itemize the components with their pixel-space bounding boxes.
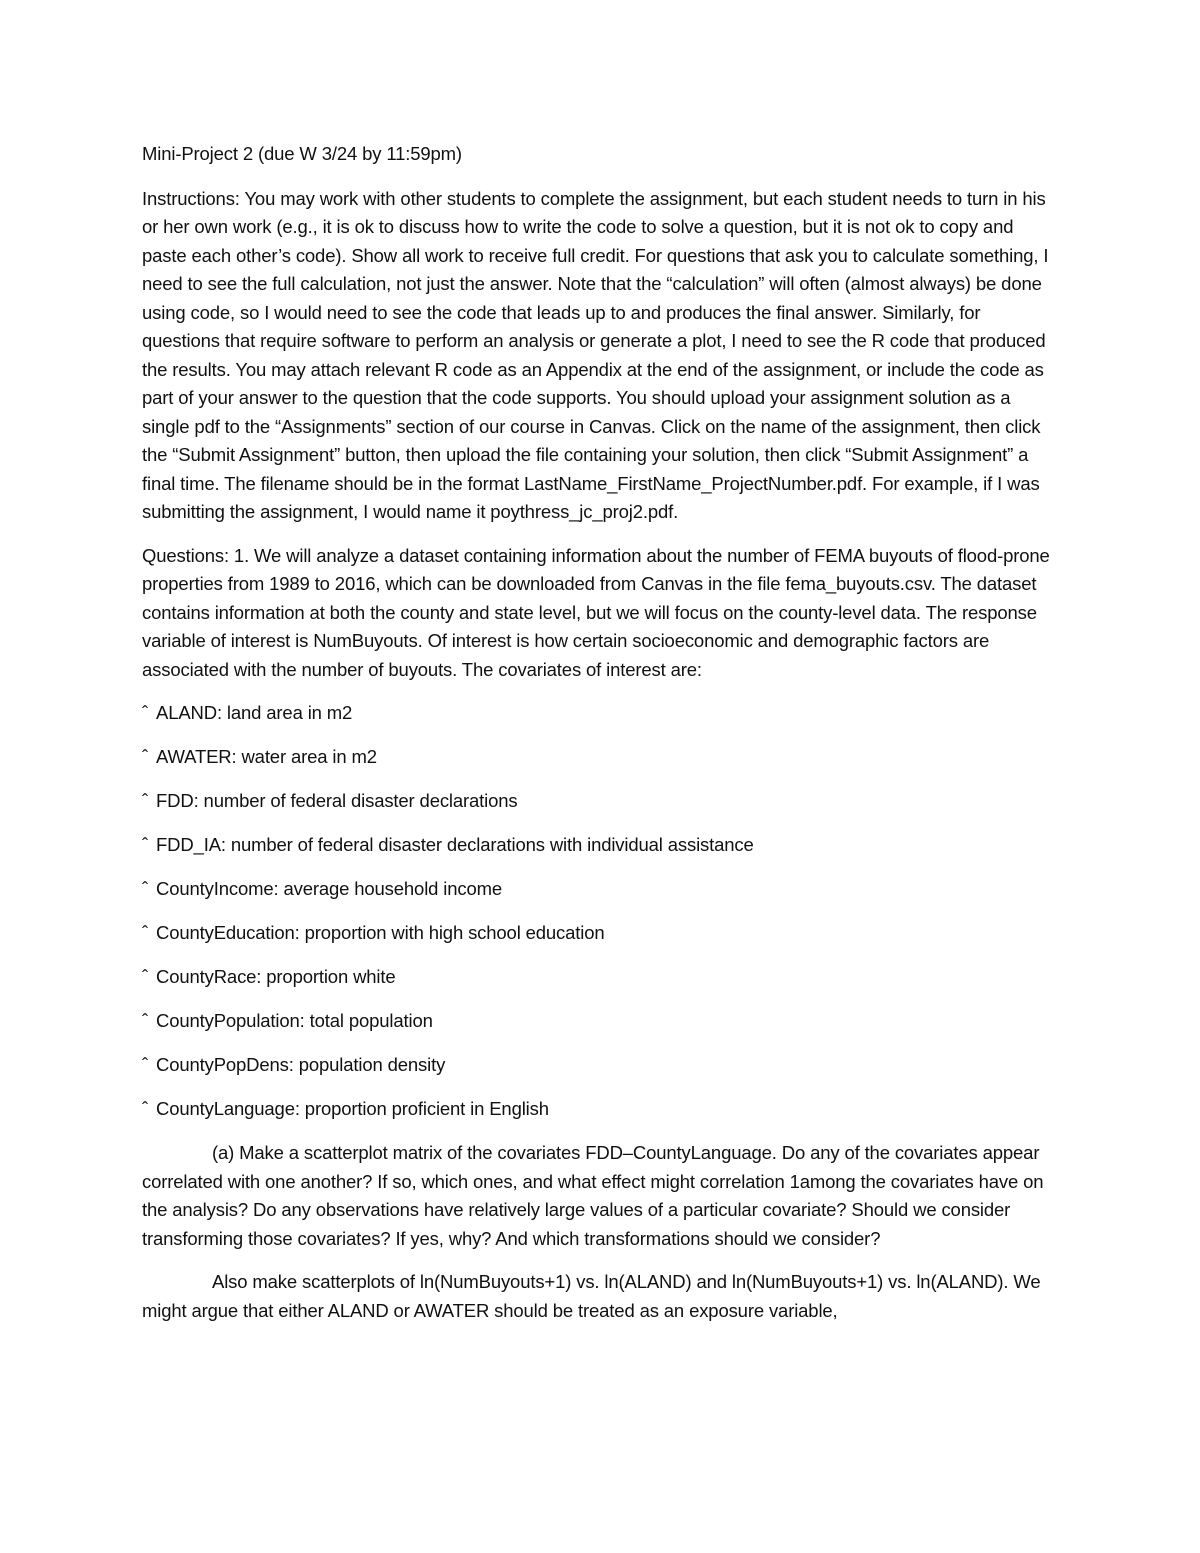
bullet-marker: ˆ [142, 878, 149, 899]
bullet-marker: ˆ [142, 966, 149, 987]
list-item [142, 875, 1060, 904]
covariate-text: CountyEducation: proportion with high school education [156, 922, 605, 943]
part-a-paragraph: (a) Make a scatterplot matrix of the covariates FDD–CountyLanguage. Do any of the covariates appear correlated with one another? If so, which ones, and what effect might correlation 1among the covariates have on the analysis? Do any observations have relatively large values of a particular covariate? Should we consider transforming those covariates? If yes, why? And which transformations should we consider? [142, 1142, 1044, 1249]
part-a-continuation: Also make scatterplots of ln(NumBuyouts+1) vs. ln(ALAND) and ln(NumBuyouts+1) vs. ln(ALAND). We might argue that either ALAND or AWATER should be treated as an exposure variable, [142, 1271, 1041, 1321]
covariate-text: CountyPopulation: total population [156, 1010, 433, 1031]
covariate-text: FDD: number of federal disaster declarations [156, 790, 518, 811]
covariate-text: AWATER: water area in m2 [156, 746, 377, 767]
list-item [142, 1095, 1060, 1124]
question-1-intro: Questions: 1. We will analyze a dataset containing information about the number of FEMA buyouts of flood-prone properties from 1989 to 2016, which can be downloaded from Canvas in the file fema_buyouts.csv. The dataset contains information at both the county and state level, but we will focus on the county-level data. The response variable of interest is NumBuyouts. Of interest is how certain socioeconomic and demographic factors are associated with the number of buyouts. The covariates of interest are: [142, 544, 1050, 680]
covariate-text: CountyPopDens: population density [156, 1054, 446, 1075]
covariate-list [142, 699, 1060, 1124]
list-item [142, 1051, 1060, 1080]
bullet-marker: ˆ [142, 922, 149, 943]
list-item [142, 787, 1060, 816]
covariate-text: FDD_IA: number of federal disaster declarations with individual assistance [156, 834, 754, 855]
bullet-marker: ˆ [142, 790, 149, 811]
document-body [142, 140, 1060, 1325]
list-item [142, 1007, 1060, 1036]
list-item [142, 963, 1060, 992]
list-item [142, 699, 1060, 728]
instructions-paragraph: Instructions: You may work with other students to complete the assignment, but each student needs to turn in his or her own work (e.g., it is ok to discuss how to write the code to solve a question, but it is not ok to copy and paste each other’s code). Show all work to receive full credit. For questions that ask you to calculate something, I need to see the full calculation, not just the answer. Note that the “calculation” will often (almost always) be done using code, so I would need to see the code that leads up to and produces the final answer. Similarly, for questions that require software to perform an analysis or generate a plot, I need to see the R code that produced the results. You may attach relevant R code as an Appendix at the end of the assignment, or include the code as part of your answer to the question that the code supports. You should upload your assignment solution as a single pdf to the “Assignments” section of our course in Canvas. Click on the name of the assignment, then click the “Submit Assignment” button, then upload the file containing your solution, then click “Submit Assignment” a final time. The filename should be in the format LastName_FirstName_ProjectNumber.pdf. For example, if I was submitting the assignment, I would name it poythress_jc_proj2.pdf. [142, 187, 1049, 522]
covariate-text: CountyRace: proportion white [156, 966, 396, 987]
list-item [142, 919, 1060, 948]
list-item [142, 831, 1060, 860]
bullet-marker: ˆ [142, 1054, 149, 1075]
covariate-text: CountyIncome: average household income [156, 878, 503, 899]
bullet-marker: ˆ [142, 746, 149, 767]
bullet-marker: ˆ [142, 834, 149, 855]
covariate-text: ALAND: land area in m2 [156, 702, 353, 723]
bullet-marker: ˆ [142, 702, 149, 723]
bullet-marker: ˆ [142, 1010, 149, 1031]
document-title: Mini-Project 2 (due W 3/24 by 11:59pm) [142, 143, 462, 164]
list-item [142, 743, 1060, 772]
bullet-marker: ˆ [142, 1098, 149, 1119]
covariate-text: CountyLanguage: proportion proficient in English [156, 1098, 549, 1119]
